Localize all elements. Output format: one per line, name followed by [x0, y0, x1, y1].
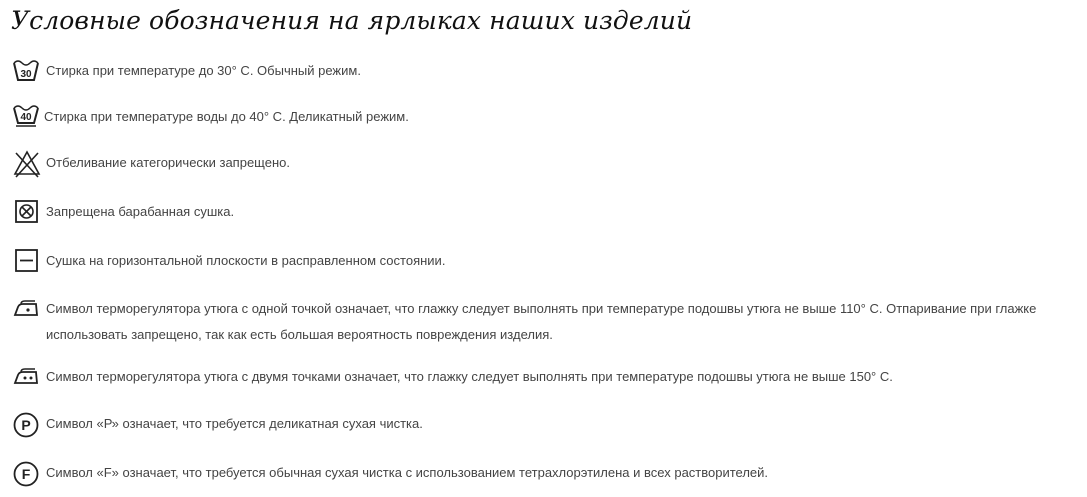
dry-flat-icon: [12, 248, 42, 274]
item-text: Символ «Р» означает, что требуется деликатная сухая чистка.: [46, 416, 423, 431]
iron-one-dot-icon: [12, 298, 42, 324]
page-title: Условные обозначения на ярлыках наших изделий: [11, 6, 693, 35]
dry-clean-letter: P: [21, 417, 31, 433]
wash-40-delicate-icon: [12, 104, 42, 130]
item-text: Стирка при температуре воды до 40° С. Деликатный режим.: [44, 109, 409, 124]
dry-clean-letter: F: [21, 466, 31, 482]
item-text: Символ терморегулятора утюга с двумя точками означает, что глажку следует выполнять при температуре подошвы утюга не выше 150° С.: [46, 369, 893, 384]
no-bleach-icon: [12, 150, 42, 176]
dry-clean-p-icon: [12, 411, 42, 437]
wash-30-icon: [12, 58, 42, 84]
dry-clean-f-icon: [12, 460, 42, 486]
item-text: Сушка на горизонтальной плоскости в расправленном состоянии.: [46, 253, 446, 268]
wash-temperature-label: 30: [20, 69, 32, 80]
item-text: Стирка при температуре до 30° С. Обычный режим.: [46, 63, 361, 78]
item-text: Символ «F» означает, что требуется обычная сухая чистка с использованием тетрахлорэтилена и всех растворителей.: [46, 465, 769, 480]
iron-two-dots-icon: [12, 366, 42, 392]
no-tumble-dry-icon: [12, 199, 42, 225]
item-text: Отбеливание категорически запрещено.: [46, 155, 290, 170]
item-text: Символ терморегулятора утюга с одной точкой означает, что глажку следует выполнять при температуре подошвы утюга не выше 110° С. Отпаривание при глажке использовать запрещено, так как есть большая вероятность повреждения изделия.: [46, 301, 1037, 342]
wash-temperature-label: 40: [20, 112, 32, 123]
item-text: Запрещена барабанная сушка.: [46, 204, 235, 219]
